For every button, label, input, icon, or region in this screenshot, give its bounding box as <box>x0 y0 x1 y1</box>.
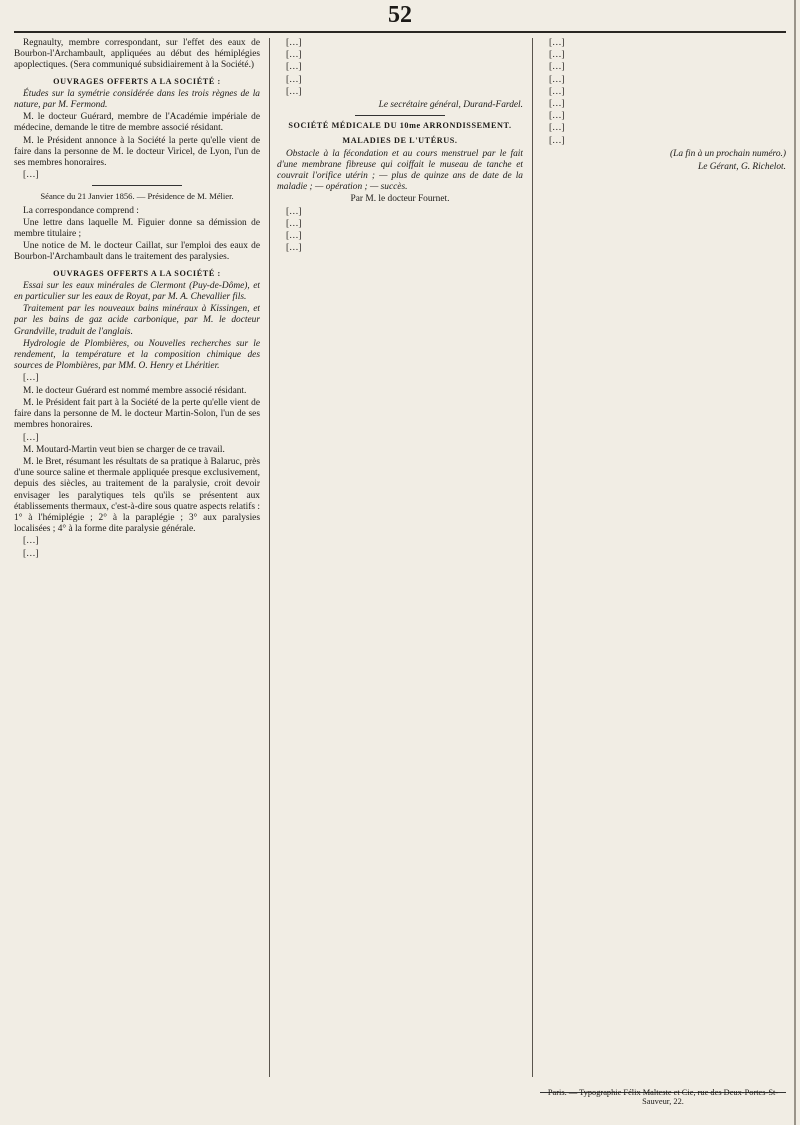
byline: Par M. le docteur Fournet. <box>350 194 450 205</box>
paragraph: La correspondance comprend : <box>23 205 139 216</box>
divider <box>355 115 445 116</box>
paragraph: M. le Président annonce à la Société la perte qu'elle vient de faire dans la personne de M. le docteur Viricel, de Lyon, l'un de ses membres honoraires. <box>14 135 260 169</box>
section-heading: OUVRAGES OFFERTS A LA SOCIÉTÉ : <box>53 76 221 86</box>
paragraph: […] <box>286 218 302 229</box>
header-rule <box>14 31 786 33</box>
paragraph: […] <box>286 50 302 61</box>
column-3 <box>540 38 786 1085</box>
page-number: 52 <box>388 2 412 28</box>
paragraph: […] <box>549 62 565 73</box>
section-heading: SOCIÉTÉ MÉDICALE DU 10me ARRONDISSEMENT. <box>288 121 512 131</box>
continuation-note: (La fin à un prochain numéro.) <box>670 148 786 159</box>
printer-imprint: Paris. — Typographie Félix Malteste et Cie, rue des Deux-Portes-St-Sauveur, 22. <box>547 1088 779 1106</box>
paragraph: […] <box>549 74 565 85</box>
paragraph: M. le docteur Guérard est nommé membre associé résidant. <box>23 385 247 396</box>
paragraph: […] <box>286 38 302 48</box>
paragraph: M. le Président fait part à la Société de la perte qu'elle vient de faire dans la personne de M. le docteur Martin-Solon, l'un de ses membres honoraires. <box>14 397 260 431</box>
paragraph: […] <box>23 432 39 443</box>
paragraph: M. Moutard-Martin veut bien se charger de ce travail. <box>23 444 225 455</box>
page-margin-rule <box>794 0 796 1125</box>
paragraph: M. le Bret, résumant les résultats de sa pratique à Balaruc, près d'une source saline et thermale appliquée presque exclusivement, depuis des siècles, au traitement de la paralysie, croit devoir envisager les paralytiques tels qu'ils se présentent aux établissements thermaux, c'est-à-dire sous quatre aspects relatifs : 1° à l'hémiplégie ; 2° à la paraplégie ; 3° aux paralysies localisées ; 4° à la forme dite paralysie générale. <box>14 456 260 535</box>
paragraph: […] <box>286 206 302 217</box>
paragraph: Essai sur les eaux minérales de Clermont (Puy-de-Dôme), et en particulier sur les eaux de Royat, par M. A. Chevallier fils. <box>14 280 260 303</box>
paragraph: […] <box>549 123 565 134</box>
section-heading: OUVRAGES OFFERTS A LA SOCIÉTÉ : <box>53 268 221 278</box>
paragraph: Regnaulty, membre correspondant, sur l'effet des eaux de Bourbon-l'Archambault, appliquées au début des hémiplégies apoplectiques. (Sera communiqué subsidiairement à la Société.) <box>14 38 260 71</box>
paragraph: […] <box>549 111 565 122</box>
paragraph: Études sur la symétrie considérée dans les trois règnes de la nature, par M. Fermond. <box>14 88 260 111</box>
signature-line: Le secrétaire général, Durand-Fardel. <box>378 100 523 111</box>
paragraph: Une lettre dans laquelle M. Figuier donne sa démission de membre titulaire ; <box>14 217 260 240</box>
gerant-signature: Le Gérant, G. Richelot. <box>697 162 786 173</box>
paragraph: […] <box>549 135 565 146</box>
paragraph: […] <box>23 170 39 181</box>
paragraph: […] <box>286 86 302 97</box>
paragraph: […] <box>549 99 565 110</box>
paragraph: […] <box>286 231 302 242</box>
paragraph: Traitement par les nouveaux bains minéraux à Kissingen, et par les bains de gaz acide carbonique, par M. le docteur Grandville, traduit de l'anglais. <box>14 304 260 337</box>
paragraph: […] <box>549 50 565 61</box>
paragraph: […] <box>23 536 39 547</box>
paragraph: M. le docteur Guérard, membre de l'Académie impériale de médecine, demande le titre de membre associé résidant. <box>14 112 260 134</box>
column-separator <box>269 38 270 1077</box>
session-heading: Séance du 21 Janvier 1856. — Présidence de M. Mélier. <box>40 191 234 202</box>
divider <box>92 185 182 186</box>
paragraph: […] <box>286 62 302 73</box>
column-2 <box>277 38 523 1085</box>
paragraph: […] <box>549 38 565 48</box>
paragraph: Hydrologie de Plombières, ou Nouvelles recherches sur le rendement, la température et la composition chimique des sources de Plombières, par MM. O. Henry et Lhéritier. <box>14 338 260 372</box>
column-1 <box>14 38 260 1085</box>
subsection-heading: MALADIES DE L'UTÉRUS. <box>342 136 458 146</box>
paragraph: Obstacle à la fécondation et au cours menstruel par le fait d'une membrane fibreuse qui coiffait le museau de tanche et couvrait l'orifice utérin ; — plus de quinze ans de date de la maladie ; — opération ; — succès. <box>277 148 523 193</box>
paragraph: Une notice de M. le docteur Caillat, sur l'emploi des eaux de Bourbon-l'Archambault dans le traitement des paralysies. <box>14 241 260 263</box>
paragraph: […] <box>286 243 302 254</box>
paragraph: […] <box>549 86 565 97</box>
column-separator <box>532 38 533 1077</box>
paragraph: […] <box>23 548 39 559</box>
paragraph: […] <box>286 74 302 85</box>
paragraph: […] <box>23 373 39 384</box>
